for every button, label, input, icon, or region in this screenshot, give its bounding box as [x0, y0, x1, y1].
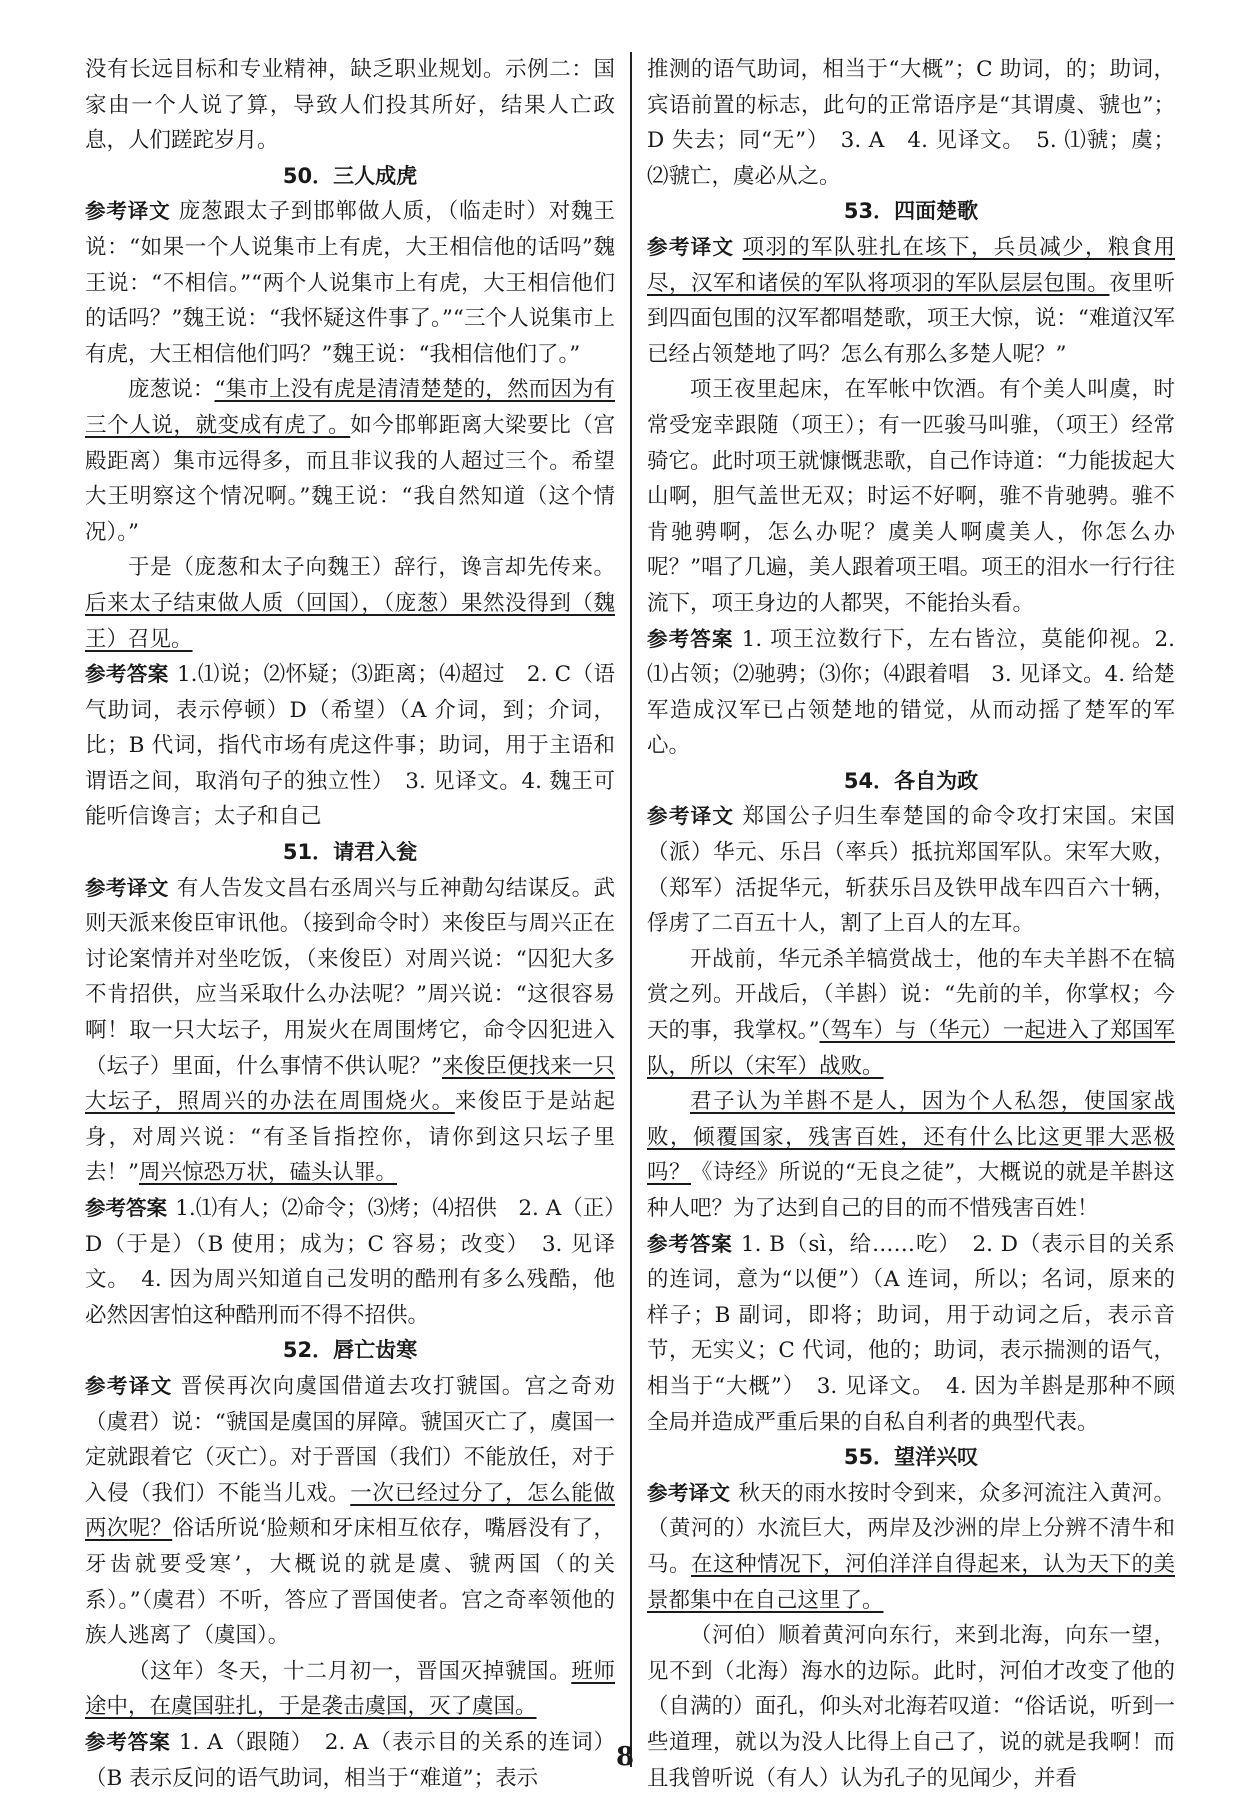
paragraph	[85, 52, 615, 159]
text-run: 没有长远目标和专业精神，缺乏职业规划。示例二：国家由一个人说了算，导致人们投其所好，结果人亡政息，人们蹉跎岁月。	[85, 57, 615, 154]
paragraph	[647, 52, 1175, 194]
underlined-text: 来俊臣便找来一只大坛子，照周兴的办法在周围烧火。	[85, 1053, 615, 1115]
text-run: 1.⑴有人；⑵命令；⑶烤；⑷招供 2. A（正）D（于是）（B 使用；成为；C 容易；改变） 3. 见译文。 4. 因为周兴知道自己发明的酷刑有多么残酷，他必然因害怕这种酷刑而不得不招供。	[85, 1196, 616, 1328]
paragraph	[647, 372, 1175, 621]
paragraph	[85, 1191, 615, 1333]
text-run: 来俊臣于是站起身，对周兴说：“有圣旨指控你，请你到这只坛子里去！”	[85, 1089, 615, 1186]
underlined-text: 周兴惊恐万状，磕头认罪。	[139, 1160, 398, 1186]
section-label: 参考译文	[85, 199, 171, 224]
text-run: 于是（庞葱和太子向魏王）辞行，谗言却先传来。	[128, 555, 615, 581]
section-label: 参考答案	[85, 1729, 171, 1754]
section-label: 参考译文	[647, 234, 735, 259]
underlined-text: （驾车）与（华元）一起进入了郑国军队，所以（宋军）战败。	[647, 1018, 1175, 1079]
paragraph	[647, 799, 1175, 941]
section-title: 51．请君入瓮	[282, 840, 418, 865]
text-run: 夜里听到四面包围的汉军都唱楚歌，项王大惊，说：“难道汉军已经占领楚地了吗？怎么有那么多楚人呢？”	[647, 270, 1175, 367]
text-run: 《诗经》所说的“无良之徒”，大概说的就是羊斟这种人吧？为了达到自己的目的而不惜残害百姓！	[647, 1160, 1175, 1221]
column-divider	[630, 52, 632, 1767]
text-run: 俗话所说‘脸颊和牙床相互依存，嘴唇没有了，牙齿就要受寒’，大概说的就是虞、虢两国（的关系）。”（虞君）不听，答应了晋国使者。宫之奇率领他的族人逃离了（虞国）。	[85, 1516, 615, 1649]
section-label: 参考答案	[85, 662, 169, 687]
section-title: 50．三人成虎	[282, 163, 418, 188]
text-run: 庞葱跟太子到邯郸做人质，（临走时）对魏王说：“如果一个人说集市上有虎，大王相信他的话吗”魏王说：“不相信。”“两个人说集市上有虎，大王相信他们的话吗？”魏王说：“我怀疑这件事了。”“三个人说集市上有虎，大王相信他们吗？”魏王说：“我相信他们了。”	[85, 199, 615, 367]
section-label: 参考译文	[647, 1480, 731, 1505]
section-label: 参考译文	[85, 1373, 173, 1398]
paragraph	[85, 1369, 615, 1654]
right-column	[647, 52, 1175, 1796]
section-label: 参考答案	[647, 1231, 733, 1256]
text-run: 开战前，华元杀羊犒赏战士，他的车夫羊斟不在犒赏之列。开战后，（羊斟）说：“先前的羊，你掌权；今天的事，我掌权。”	[647, 946, 1175, 1044]
text-run: 1. 项王泣数行下，左右皆泣，莫能仰视。2. ⑴占领；⑵驰骋；⑶你；⑷跟着唱 3. 见译文。4. 给楚军造成汉军已占领楚地的错觉，从而动摇了楚军的军心。	[647, 626, 1175, 759]
text-run: （这年）冬天，十二月初一，晋国灭掉虢国。	[128, 1658, 572, 1684]
text-run: （河伯）顺着黄河向东行，来到北海，向东一望，见不到（北海）海水的边际。此时，河伯才改变了他的（自满的）面孔，仰头对北海若叹道：“俗话说，听到一些道理，就以为没人比得上自己了，说的就是我啊！而且我曾听说（有人）认为孔子的见闻少，并看	[647, 1623, 1175, 1791]
paragraph	[85, 194, 615, 372]
paragraph	[647, 942, 1175, 1084]
paragraph	[647, 1476, 1175, 1618]
section-title: 53．四面楚歌	[843, 199, 979, 224]
text-run: 1.⑴说；⑵怀疑；⑶距离；⑷超过 2. C（语气助词，表示停顿）D（希望）（A 介词，到；介词，比；B 代词，指代市场有虎这件事；助词，用于主语和谓语之间，取消句子的独立性） 3. 见译文。4. 魏王可能听信谗言；太子和自己	[85, 662, 615, 830]
underlined-text: 项羽的军队驻扎在垓下，兵员减少，粮食用尽，汉军和诸侯的军队将项羽的军队层层包围。	[647, 234, 1175, 296]
left-column	[85, 52, 615, 1796]
text-run: 1. B（sì，给……吃） 2. D（表示目的关系的连词，意为“以便”）（A 连词，所以；名词，原来的样子；B 副词，即将；助词，用于动词之后，表示音节，无实义；C 代词，他的；助词，表示揣测的语气，相当于“大概”） 3. 见译文。 4. 因为羊斟是那种不顾全局并造成严重后果的自私自利者的典型代表。	[647, 1231, 1175, 1435]
text-run: 晋侯再次向虞国借道去攻打虢国。宫之奇劝（虞君）说：“虢国是虞国的屏障。虢国灭亡了，虞国一定就跟着它（灭亡）。对于晋国（我们）不能放任，对于入侵（我们）不能当儿戏。	[85, 1373, 615, 1506]
section-label: 参考答案	[85, 1196, 168, 1220]
text-run: 1. A（跟随） 2. A（表示目的关系的连词）（B 表示反问的语气助词，相当于“难道”；表示	[85, 1729, 616, 1791]
paragraph	[85, 372, 615, 550]
section-title: 55．望洋兴叹	[843, 1445, 979, 1470]
paragraph	[85, 550, 615, 657]
paragraph	[647, 1227, 1175, 1441]
text-run: 如今邯郸距离大梁要比（宫殿距离）集市远得多，而且非议我的人超过三个。希望大王明察这个情况啊。”魏王说：“我自然知道（这个情况）。”	[85, 412, 615, 545]
section-label: 参考答案	[647, 626, 734, 651]
page-number: 8	[615, 1742, 635, 1772]
underlined-text: 后来太子结束做人质（回国），（庞葱）果然没得到（魏王）召见。	[85, 590, 615, 652]
underlined-text: 一次已经过分了，怎么能做两次呢？	[85, 1480, 615, 1542]
paragraph	[85, 871, 615, 1191]
text-run: 郑国公子归生奉楚国的命令攻打宋国。宋国（派）华元、乐吕（率兵）抵抗郑国军队。宋军大败，（郑军）活捉华元，斩获乐吕及铁甲战车四百六十辆，俘虏了二百五十人，割了上百人的左耳。	[647, 804, 1175, 937]
text-run: 推测的语气助词，相当于“大概”；C 助词，的；助词，宾语前置的标志，此句的正常语序是“其谓虞、虢也”；D 失去；同“无”） 3. A 4. 见译文。 5. ⑴虢；虞；⑵虢亡，虞必从之。	[647, 57, 1175, 189]
section-title: 54．各自为政	[843, 768, 979, 793]
paragraph	[647, 622, 1175, 764]
text-run: 秋天的雨水按时令到来，众多河流注入黄河。（黄河的）水流巨大，两岸及沙洲的岸上分辨不清牛和马。	[647, 1480, 1175, 1577]
section-label: 参考译文	[647, 804, 735, 829]
text-run: 庞葱说：	[128, 377, 215, 403]
section-title: 52．唇亡齿寒	[282, 1338, 418, 1363]
paragraph	[85, 657, 615, 835]
paragraph	[647, 230, 1175, 372]
paragraph	[647, 1084, 1175, 1226]
section-label: 参考译文	[85, 875, 169, 900]
text-run: 有人告发文昌右丞周兴与丘神勣勾结谋反。武则天派来俊臣审讯他。（接到命令时）来俊臣与周兴正在讨论案情并对坐吃饭，（来俊臣）对周兴说：“囚犯大多不肯招供，应当采取什么办法呢？”周兴说：“这很容易啊！取一只大坛子，用炭火在周围烤它，命令囚犯进入（坛子）里面，什么事情不供认呢？”	[85, 875, 616, 1079]
underlined-text: 君子认为羊斟不是人，因为个人私怨，使国家战败，倾覆国家，残害百姓，还有什么比这更罪大恶极吗？	[647, 1089, 1175, 1186]
underlined-text: 班师途中，在虞国驻扎，于是袭击虞国，灭了虞国。	[85, 1658, 615, 1720]
underlined-text: “集市上没有虎是清清楚楚的，然而因为有三个人说，就变成有虎了。	[85, 377, 615, 438]
paragraph	[85, 1654, 615, 1725]
underlined-text: 在这种情况下，河伯洋洋自得起来，认为天下的美景都集中在自己这里了。	[647, 1551, 1175, 1613]
text-run: 项王夜里起床，在军帐中饮酒。有个美人叫虞，时常受宠幸跟随（项王）；有一匹骏马叫骓，（项王）经常骑它。此时项王就慷慨悲歌，自己作诗道：“力能拔起大山啊，胆气盖世无双；时运不好啊，骓不肯驰骋。骓不肯驰骋啊，怎么办呢？虞美人啊虞美人，你怎么办呢？”唱了几遍，美人跟着项王唱。项王的泪水一行行往流下，项王身边的人都哭，不能抬头看。	[647, 377, 1175, 616]
